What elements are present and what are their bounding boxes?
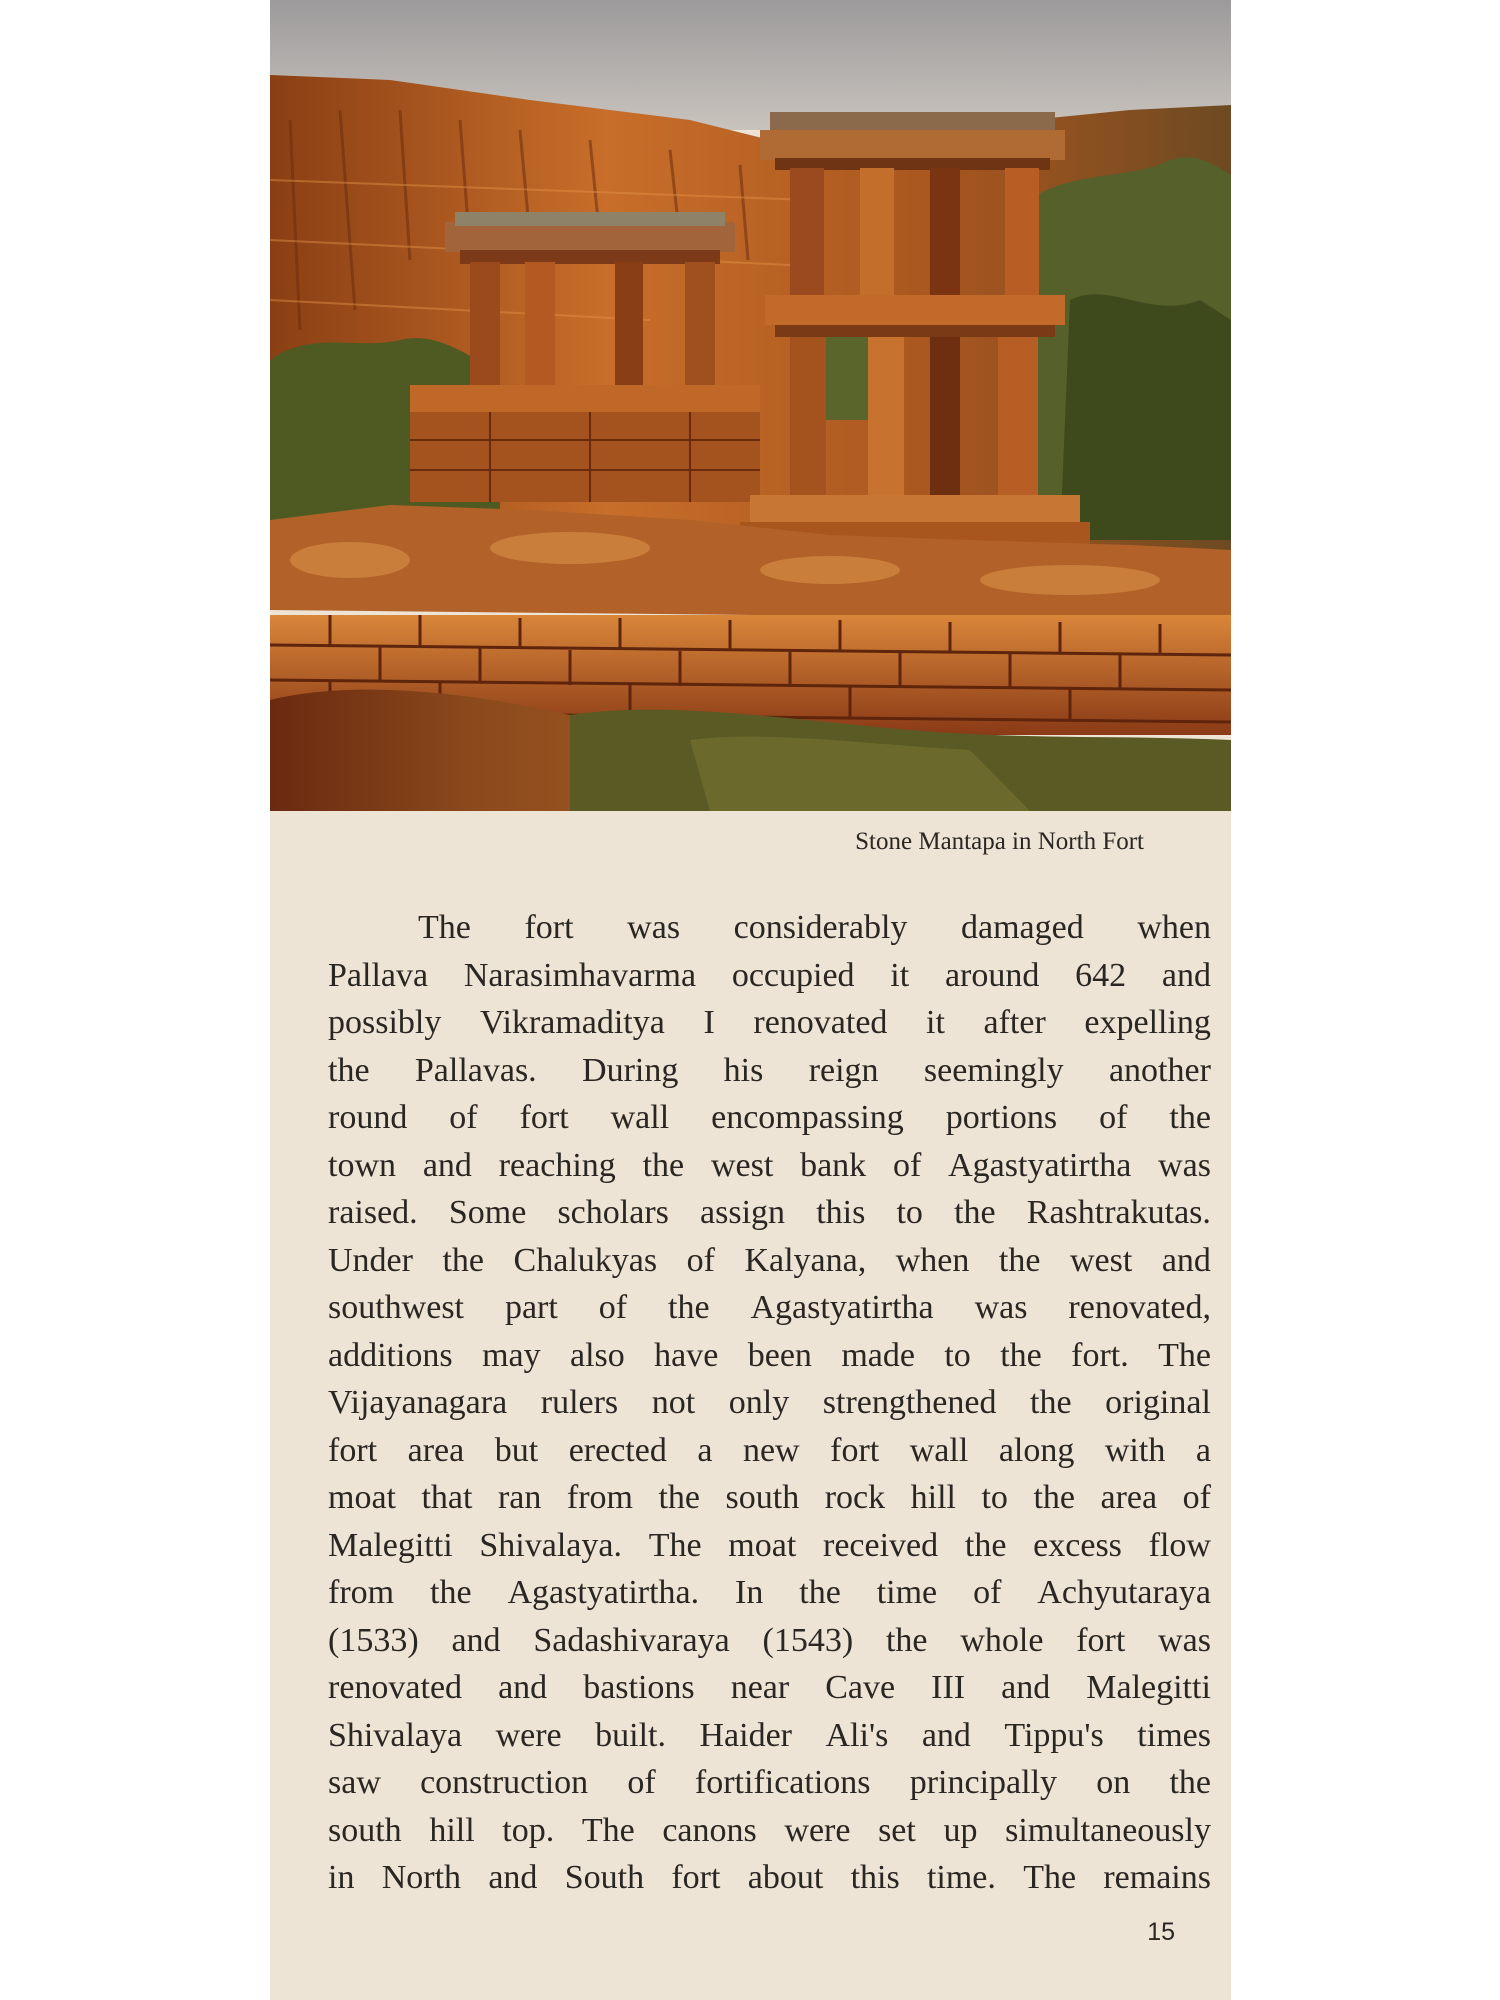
word: a: [697, 1431, 713, 1469]
word: the: [430, 1574, 472, 1611]
word: it: [890, 956, 910, 994]
word: and: [1161, 1241, 1211, 1279]
word: fortifications: [694, 1764, 871, 1801]
word: The: [418, 909, 471, 946]
word: the: [328, 1051, 370, 1089]
word: to: [981, 1479, 1008, 1516]
word: Some: [448, 1194, 527, 1231]
text-line: [328, 1284, 1211, 1332]
word: fort: [524, 909, 574, 946]
word: The: [1158, 1336, 1211, 1374]
text-line: [328, 1759, 1211, 1807]
word: encompassing: [711, 1099, 904, 1136]
photo-caption: Stone Mantapa in North Fort: [855, 828, 1144, 855]
word: Ali's: [825, 1716, 889, 1754]
word: round: [328, 1099, 408, 1136]
word: flow: [1148, 1526, 1211, 1564]
word: west: [710, 1146, 774, 1184]
word: Agastyatirtha.: [507, 1574, 700, 1611]
word: ran: [497, 1479, 542, 1516]
word: rock: [824, 1479, 886, 1516]
word: south: [328, 1811, 402, 1849]
word: moat: [328, 1479, 396, 1516]
word: the: [1000, 1336, 1042, 1374]
word: Shivalaya: [328, 1716, 463, 1754]
word: of: [1099, 1099, 1128, 1136]
text-line: [328, 999, 1211, 1047]
word: The: [1023, 1859, 1077, 1896]
text-line: [328, 1474, 1211, 1522]
word: expelling: [1084, 1004, 1211, 1041]
word: also: [570, 1336, 625, 1374]
word: southwest: [328, 1289, 464, 1326]
word: fort: [1076, 1621, 1126, 1659]
word: after: [983, 1004, 1046, 1041]
word: new: [742, 1431, 800, 1469]
text-line: [328, 1379, 1211, 1427]
word: of: [627, 1764, 656, 1801]
word: the: [1033, 1479, 1075, 1516]
word: III: [931, 1669, 966, 1706]
text-line: [328, 904, 1211, 952]
word: the: [668, 1289, 710, 1326]
word: hill: [910, 1479, 956, 1516]
word: excess: [1033, 1526, 1122, 1564]
text-line: [328, 1427, 1211, 1475]
word: area: [1100, 1479, 1158, 1516]
word: of: [449, 1099, 478, 1136]
word: During: [582, 1051, 679, 1089]
word: of: [1182, 1479, 1211, 1516]
text-line: [328, 1332, 1211, 1380]
word: the: [642, 1146, 685, 1184]
word: Tippu's: [1004, 1716, 1104, 1754]
word: reign: [808, 1051, 879, 1089]
word: strengthened: [822, 1384, 997, 1421]
word: on: [1096, 1764, 1131, 1801]
word: when: [1137, 909, 1211, 946]
mantapa-photo: [270, 0, 1231, 811]
word: the: [998, 1241, 1041, 1279]
word: bastions: [583, 1669, 695, 1706]
word: (1533): [328, 1621, 419, 1659]
word: whole: [960, 1621, 1044, 1659]
word: additions: [328, 1336, 453, 1374]
word: erected: [568, 1431, 667, 1469]
word: built.: [595, 1716, 666, 1754]
word: were: [784, 1811, 851, 1849]
word: occupied: [731, 956, 855, 994]
word: rulers: [540, 1384, 619, 1421]
word: reaching: [498, 1146, 616, 1184]
word: the: [954, 1194, 996, 1231]
text-line: [328, 1712, 1211, 1760]
word: Kalyana,: [744, 1241, 867, 1279]
word: and: [1161, 956, 1211, 994]
word: Shivalaya.: [479, 1526, 622, 1564]
word: times: [1137, 1716, 1211, 1754]
word: fort: [830, 1431, 880, 1469]
word: wall: [909, 1431, 969, 1469]
word: and: [488, 1859, 538, 1896]
word: Sadashivaraya: [533, 1621, 730, 1659]
body-paragraph: [328, 904, 1211, 1902]
word: original: [1105, 1384, 1211, 1421]
word: fort: [671, 1859, 721, 1896]
word: but: [494, 1431, 539, 1469]
word: made: [841, 1336, 915, 1374]
page-number: 15: [1147, 1918, 1175, 1946]
word: may: [482, 1336, 541, 1374]
word: the: [1169, 1099, 1211, 1136]
word: west: [1069, 1241, 1133, 1279]
word: area: [407, 1431, 465, 1469]
word: was: [1158, 1621, 1211, 1659]
word: Cave: [825, 1669, 896, 1706]
text-line: [328, 1094, 1211, 1142]
word: around: [944, 956, 1040, 994]
word: was: [627, 909, 681, 946]
word: seemingly: [923, 1051, 1064, 1089]
word: up: [943, 1811, 978, 1849]
word: the: [1030, 1384, 1072, 1421]
text-line: [328, 1617, 1211, 1665]
text-line: [328, 1142, 1211, 1190]
word: and: [921, 1716, 971, 1754]
word: of: [598, 1289, 628, 1326]
word: been: [747, 1336, 812, 1374]
word: south: [725, 1479, 800, 1516]
word: In: [735, 1574, 764, 1611]
word: Agastyatirtha: [750, 1289, 934, 1326]
word: to: [896, 1194, 923, 1231]
word: the: [885, 1621, 928, 1659]
word: only: [728, 1384, 790, 1421]
word: was: [1158, 1146, 1211, 1184]
word: with: [1104, 1431, 1166, 1469]
text-line: [328, 1807, 1211, 1855]
word: in: [328, 1859, 355, 1896]
word: top.: [502, 1811, 555, 1849]
word: Malegitti: [1086, 1669, 1211, 1706]
word: to: [944, 1336, 971, 1374]
word: of: [892, 1146, 922, 1184]
word: fort: [328, 1431, 378, 1469]
word: South: [564, 1859, 645, 1896]
word: moat: [728, 1526, 797, 1564]
word: when: [895, 1241, 970, 1279]
word: canons: [662, 1811, 757, 1849]
word: portions: [945, 1099, 1058, 1136]
word: the: [799, 1574, 841, 1611]
word: and: [422, 1146, 472, 1184]
word: Pallava: [328, 956, 429, 994]
word: renovated: [328, 1669, 463, 1706]
word: scholars: [557, 1194, 669, 1231]
word: along: [998, 1431, 1075, 1469]
word: remains: [1103, 1859, 1211, 1896]
word: simultaneously: [1005, 1811, 1211, 1849]
word: Malegitti: [328, 1526, 453, 1564]
text-line: [328, 1522, 1211, 1570]
word: hill: [429, 1811, 475, 1849]
word: another: [1108, 1051, 1211, 1089]
word: it: [926, 1004, 945, 1041]
word: a: [1195, 1431, 1211, 1469]
word: fort: [519, 1099, 569, 1136]
word: and: [498, 1669, 548, 1706]
word: about: [747, 1859, 824, 1896]
word: principally: [909, 1764, 1058, 1801]
word: fort.: [1071, 1336, 1129, 1374]
text-line: [328, 1237, 1211, 1285]
word: have: [654, 1336, 719, 1374]
word: his: [723, 1051, 764, 1089]
word: considerably: [733, 909, 908, 946]
word: of: [973, 1574, 1002, 1611]
word: renovated,: [1068, 1289, 1211, 1326]
word: the: [442, 1241, 485, 1279]
word: Vikramaditya: [479, 1004, 665, 1041]
word: near: [730, 1669, 790, 1706]
text-line: [328, 1854, 1211, 1902]
word: the: [658, 1479, 701, 1516]
word: from: [566, 1479, 633, 1516]
word: was: [974, 1289, 1028, 1326]
word: 642: [1075, 956, 1127, 994]
word: this: [816, 1194, 866, 1231]
text-line: [328, 1569, 1211, 1617]
word: Haider: [699, 1716, 792, 1754]
word: Agastyatirtha: [948, 1146, 1132, 1184]
word: not: [651, 1384, 696, 1421]
word: raised.: [328, 1194, 418, 1231]
mantapa-illustration: [270, 0, 1231, 811]
word: time: [876, 1574, 938, 1611]
word: and: [1001, 1669, 1051, 1706]
word: and: [451, 1621, 501, 1659]
text-line: [328, 1189, 1211, 1237]
word: Pallavas.: [414, 1051, 537, 1089]
word: wall: [610, 1099, 670, 1136]
word: were: [495, 1716, 562, 1754]
word: town: [328, 1146, 396, 1184]
word: received: [823, 1526, 939, 1564]
word: set: [878, 1811, 916, 1849]
word: the: [1169, 1764, 1211, 1801]
word: part: [504, 1289, 558, 1326]
word: from: [328, 1574, 395, 1611]
word: renovated: [753, 1004, 888, 1041]
text-line: [328, 952, 1211, 1000]
word: the: [964, 1526, 1007, 1564]
word: Vijayanagara: [328, 1384, 508, 1421]
word: time.: [926, 1859, 996, 1896]
text-line: [328, 1047, 1211, 1095]
word: possibly: [328, 1004, 442, 1041]
word: Chalukyas: [513, 1241, 658, 1279]
book-page: [270, 0, 1231, 2000]
word: assign: [700, 1194, 786, 1231]
word: saw: [328, 1764, 381, 1801]
word: The: [648, 1526, 702, 1564]
text-line: [328, 1664, 1211, 1712]
word: (1543): [762, 1621, 854, 1659]
word: that: [421, 1479, 473, 1516]
word: damaged: [961, 909, 1084, 946]
word: Narasimhavarma: [463, 956, 697, 994]
word: construction: [420, 1764, 589, 1801]
word: I: [703, 1004, 715, 1041]
word: Rashtrakutas.: [1026, 1194, 1211, 1231]
word: Achyutaraya: [1037, 1574, 1211, 1611]
word: this: [850, 1859, 900, 1896]
word: bank: [800, 1146, 867, 1184]
word: The: [581, 1811, 635, 1849]
word: Under: [328, 1241, 413, 1279]
word: North: [381, 1859, 462, 1896]
word: of: [686, 1241, 715, 1279]
